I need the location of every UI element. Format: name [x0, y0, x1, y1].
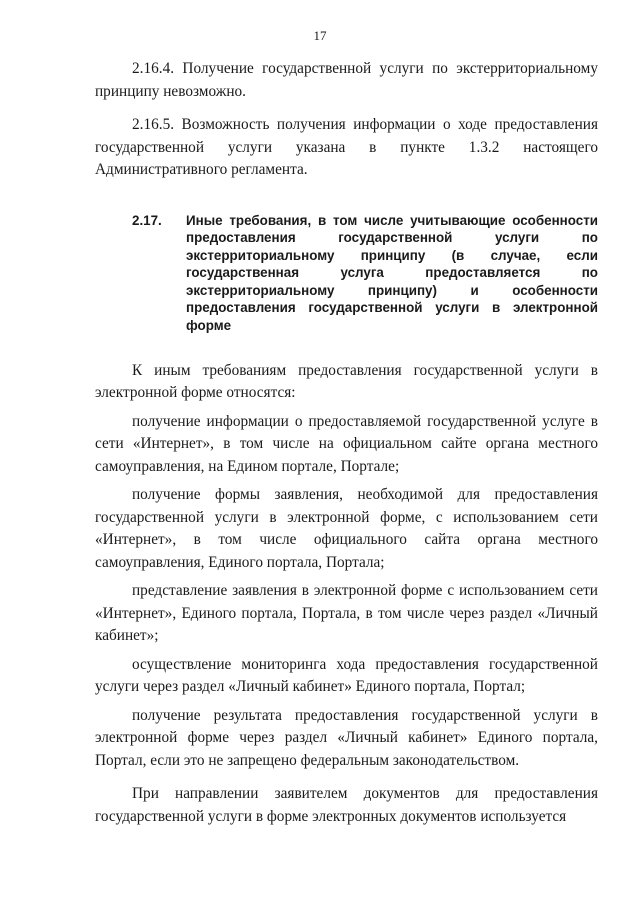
- body-paragraph-submission: представление заявления в электронной форме с использованием сети «Интернет», Единого портала, Портала, в том числе через раздел «Личный кабинет»;: [95, 582, 598, 645]
- body-paragraph-monitoring: осуществление мониторинга хода предоставления государственной услуги через раздел «Личный кабинет» Единого портала, Портал;: [95, 655, 598, 696]
- body-paragraph-result: получение результата предоставления государственной услуги в электронной форме через раздел «Личный кабинет» Единого портала, Портал, если это не запрещено федеральным законодательством.: [95, 706, 598, 769]
- body-paragraph-form: получение формы заявления, необходимой для предоставления государственной услуги в электронной форме, с использованием сети «Интернет», в том числе официального сайта органа местного самоуправления, Единого портала, Портала;: [95, 486, 598, 571]
- clause-2-16-5: 2.16.5. Возможность получения информации о ходе предоставления государственной услуги указана в пункте 1.3.2 настоящего Административного регламента.: [95, 116, 598, 178]
- body-paragraph-intro: К иным требованиям предоставления государственной услуги в электронной форме относятся:: [95, 361, 598, 402]
- section-title: Иные требования, в том числе учитывающие особенности предоставления государственной услуги по экстерриториальному принципу (в случае, если государственная услуга предоставляется по экстерриториальному принципу) и особенности предоставления государственной услуги в электронной форме: [186, 212, 598, 334]
- page-number: 17: [313, 28, 327, 43]
- body-paragraph-info: получение информации о предоставляемой государственной услуге в сети «Интернет», в том числе на официальном сайте органа местного самоуправления, на Едином портале, Портале;: [95, 412, 598, 475]
- section-heading: [95, 212, 598, 335]
- section-number: 2.17.: [132, 212, 162, 228]
- body-paragraph-documents: При направлении заявителем документов для предоставления государственной услуги в форме электронных документов используется: [95, 785, 598, 825]
- page-content: [95, 58, 598, 828]
- clause-2-16-4: 2.16.4. Получение государственной услуги по экстерриториальному принципу невозможно.: [95, 60, 598, 100]
